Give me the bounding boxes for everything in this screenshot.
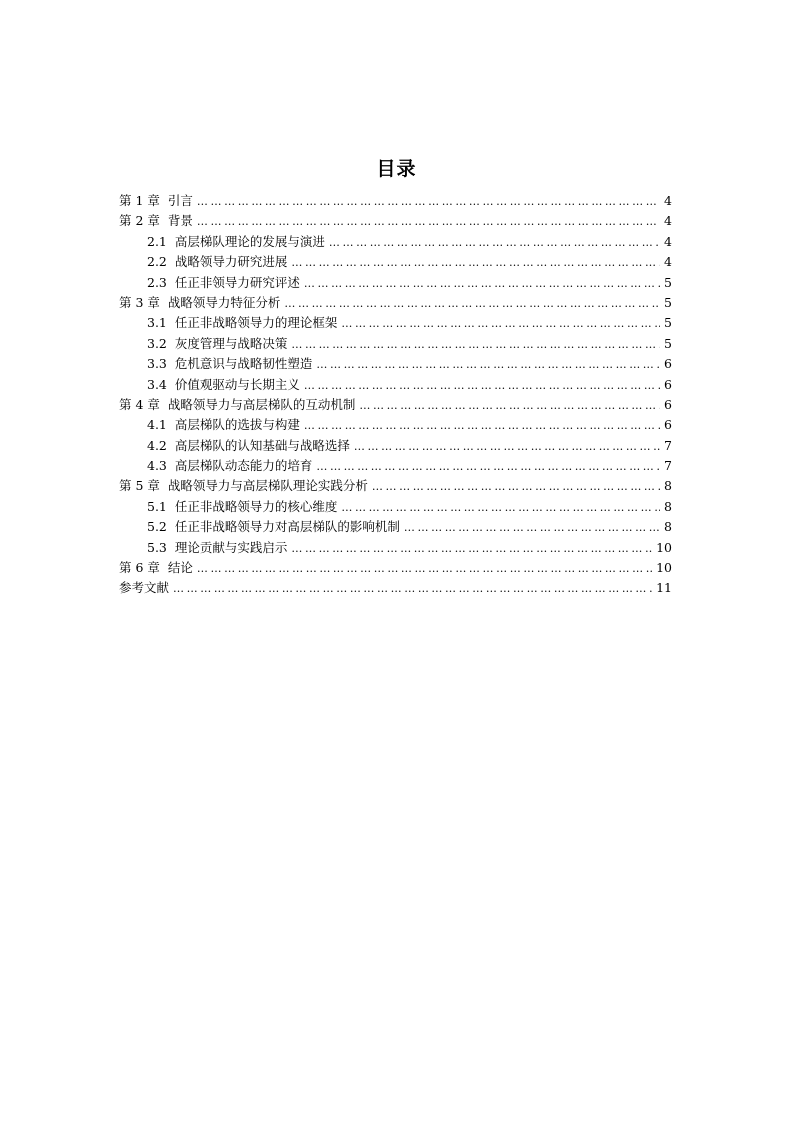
toc-entry-title: 任正非战略领导力对高层梯队的影响机制 (174, 519, 400, 535)
toc-entry-title: 战略领导力与高层梯队的互动机制 (167, 396, 356, 412)
toc-entry-number: 第 4 章 (119, 396, 160, 412)
toc-entry-title: 危机意识与战略韧性塑造 (174, 356, 313, 372)
toc-entry[interactable] (119, 273, 672, 293)
toc-entry-number: 4.2 (147, 437, 167, 453)
toc-dot-leader (291, 335, 660, 355)
toc-entry-page-number: 5 (664, 294, 672, 310)
toc-entry-number: 第 6 章 (119, 560, 160, 576)
toc-entry-number: 5.3 (147, 539, 167, 555)
toc-entry[interactable] (119, 354, 672, 374)
toc-entry[interactable] (119, 558, 672, 578)
toc-title: 目录 (376, 158, 417, 180)
toc-dot-leader (316, 355, 660, 375)
toc-entry-title: 价值观驱动与长期主义 (174, 376, 300, 392)
toc-entry[interactable] (119, 436, 672, 456)
toc-entry-page-number: 6 (664, 396, 672, 412)
toc-entry-title: 高层梯队理论的发展与演进 (174, 233, 325, 249)
toc-entry-page-number: 6 (664, 376, 672, 392)
toc-dot-leader (341, 498, 660, 518)
toc-entry-title: 理论贡献与实践启示 (174, 539, 288, 555)
toc-entry-page-number: 10 (656, 560, 672, 576)
toc-entry-number: 3.1 (147, 315, 167, 331)
toc-entry-number: 第 1 章 (119, 193, 160, 208)
toc-entry-page-number: 11 (656, 580, 672, 596)
toc-dot-leader (197, 212, 660, 232)
toc-dot-leader (173, 579, 652, 599)
toc-entry-title: 结论 (167, 560, 193, 576)
toc-entry-page-number: 4 (664, 193, 672, 208)
toc-entry-title: 高层梯队的认知基础与战略选择 (174, 437, 350, 453)
toc-entry[interactable] (119, 497, 672, 517)
toc-entry-title: 高层梯队动态能力的培育 (174, 458, 313, 474)
toc-dot-leader (359, 396, 660, 416)
toc-entry[interactable] (119, 252, 672, 272)
toc-entry[interactable] (119, 334, 672, 354)
toc-entry-page-number: 6 (664, 417, 672, 433)
toc-entry-title: 背景 (167, 213, 193, 229)
toc-dot-leader (291, 253, 660, 273)
toc-entry-page-number: 7 (664, 458, 672, 474)
toc-entry-title: 任正非战略领导力的理论框架 (174, 315, 338, 331)
toc-entry[interactable] (119, 293, 672, 313)
toc-entry-page-number: 4 (664, 213, 672, 229)
toc-entry-number: 第 2 章 (119, 213, 160, 229)
toc-entry-title: 任正非领导力研究评述 (174, 274, 300, 290)
toc-dot-leader (354, 437, 660, 457)
toc-entry-title: 高层梯队的选拔与构建 (174, 417, 300, 433)
toc-entry-title: 任正非战略领导力的核心维度 (174, 498, 338, 514)
toc-dot-leader (404, 518, 660, 538)
toc-entry[interactable] (119, 578, 672, 598)
toc-entry-page-number: 7 (664, 437, 672, 453)
toc-dot-leader (197, 559, 652, 579)
toc-entry[interactable] (119, 313, 672, 333)
toc-entry-page-number: 8 (664, 498, 672, 514)
toc-entry-page-number: 5 (664, 315, 672, 331)
toc-dot-leader (341, 314, 660, 334)
toc-entry-page-number: 8 (664, 478, 672, 494)
toc-entry-number: 3.3 (147, 356, 167, 372)
toc-entry[interactable] (119, 476, 672, 496)
toc-entry[interactable] (119, 538, 672, 558)
toc-dot-leader (304, 416, 660, 436)
toc-entry-number: 3.4 (147, 376, 167, 392)
toc-entry-page-number: 4 (664, 254, 672, 270)
toc-entry[interactable] (119, 232, 672, 252)
toc-dot-leader (304, 274, 660, 294)
toc-dot-leader (197, 192, 660, 212)
toc-entry-number: 4.1 (147, 417, 167, 433)
toc-entry-number: 4.3 (147, 458, 167, 474)
toc-entry-number: 第 5 章 (119, 478, 160, 494)
toc-entry-page-number: 6 (664, 356, 672, 372)
toc-entry-page-number: 10 (656, 539, 672, 555)
toc-entry-number: 2.3 (147, 274, 167, 290)
toc-entry-title: 引言 (167, 193, 193, 208)
toc-entry-number: 第 3 章 (119, 294, 160, 310)
toc-entry-page-number: 4 (664, 233, 672, 249)
toc-entry-number: 2.1 (147, 233, 167, 249)
toc-entry-number: 5.1 (147, 498, 167, 514)
toc-entry-title: 参考文献 (119, 580, 170, 596)
toc-entry-title: 战略领导力研究进展 (174, 254, 288, 270)
toc-entry-number: 5.2 (147, 519, 167, 535)
toc-dot-leader (291, 539, 652, 559)
toc-entry[interactable] (119, 191, 672, 211)
toc-entry-page-number: 8 (664, 519, 672, 535)
toc-entry[interactable] (119, 415, 672, 435)
toc-dot-leader (316, 457, 660, 477)
toc-list (119, 191, 672, 599)
toc-entry[interactable] (119, 211, 672, 231)
toc-dot-leader (329, 233, 660, 253)
toc-entry-title: 战略领导力特征分析 (167, 294, 281, 310)
toc-dot-leader (372, 477, 660, 497)
toc-entry-page-number: 5 (664, 274, 672, 290)
toc-entry-number: 2.2 (147, 254, 167, 270)
toc-dot-leader (304, 376, 660, 396)
toc-entry[interactable] (119, 395, 672, 415)
toc-entry-title: 战略领导力与高层梯队理论实践分析 (167, 478, 368, 494)
toc-dot-leader (284, 294, 660, 314)
toc-entry-title: 灰度管理与战略决策 (174, 335, 288, 351)
toc-entry-page-number: 5 (664, 335, 672, 351)
toc-entry[interactable] (119, 456, 672, 476)
toc-entry[interactable] (119, 517, 672, 537)
toc-entry-number: 3.2 (147, 335, 167, 351)
toc-entry[interactable] (119, 375, 672, 395)
